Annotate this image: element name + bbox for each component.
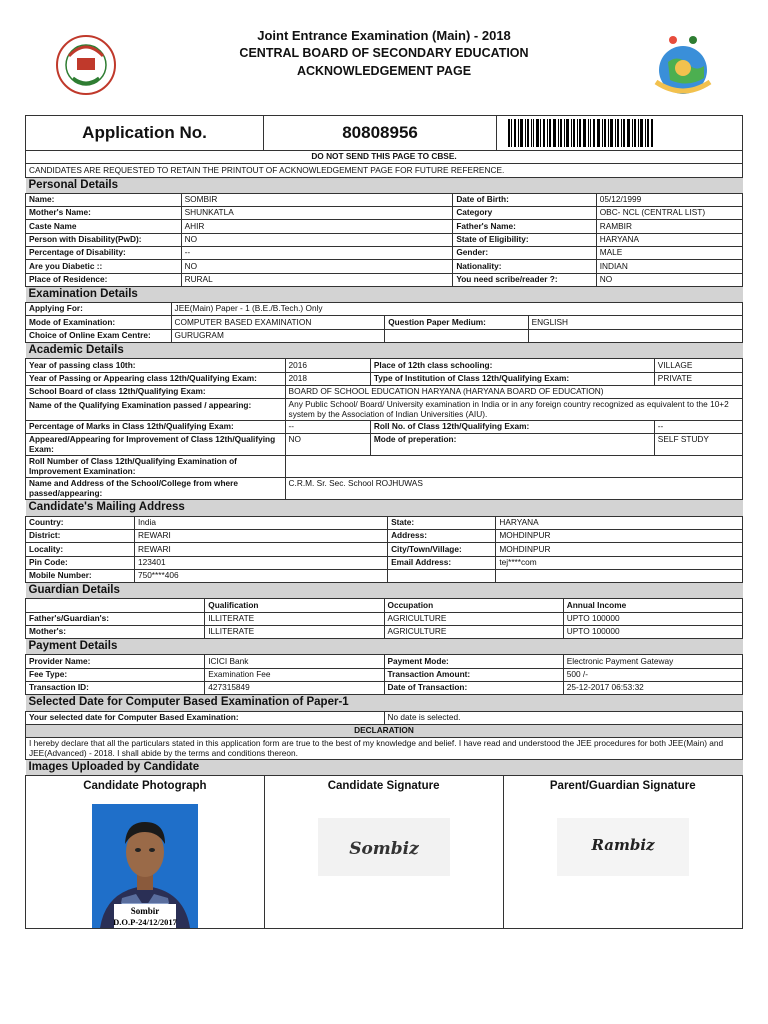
field-value: REWARI (134, 543, 387, 556)
field-value: Electronic Payment Gateway (563, 655, 742, 668)
field-label: Type of Institution of Class 12th/Qualifying Exam: (370, 372, 654, 385)
field-label: Applying For: (26, 303, 172, 316)
photo-caption-date: D.O.P-24/12/2017 (113, 916, 177, 927)
table-row (26, 478, 743, 500)
field-label: Roll Number of Class 12th/Qualifying Examination of Improvement Examination: (26, 456, 286, 478)
field-value: SOMBIR (181, 193, 453, 206)
table-row (26, 329, 743, 342)
field-value: RAMBIR (596, 220, 742, 233)
field-label: Roll No. of Class 12th/Qualifying Exam: (370, 421, 654, 434)
field-value: HARYANA (496, 516, 743, 529)
section-images: Images Uploaded by Candidate (26, 760, 743, 776)
candidate-signature-text: Sombiz (348, 838, 419, 859)
examination-details-table (25, 287, 743, 343)
field-value: COMPUTER BASED EXAMINATION (171, 316, 385, 329)
table-row (26, 682, 743, 695)
field-value: 500 /- (563, 668, 742, 681)
section-examination-details: Examination Details (26, 287, 743, 303)
acknowledgement-form (25, 115, 743, 929)
section-personal-details: Personal Details (26, 178, 743, 194)
barcode (497, 116, 743, 151)
field-value: 123401 (134, 556, 387, 569)
field-label: Father's Name: (453, 220, 596, 233)
field-value: No date is selected. (384, 711, 743, 724)
field-value: Any Public School/ Board/ University examination in India or in any foreign country recognized as equivalent to the 10+2 system by the Association of Indian Universities (AIU). (285, 399, 742, 421)
field-label: Person with Disability(PwD): (26, 233, 182, 246)
field-label: Address: (388, 529, 496, 542)
field-value: AHIR (181, 220, 453, 233)
table-row (26, 569, 743, 582)
field-label: Caste Name (26, 220, 182, 233)
parent-signature-label: Parent/Guardian Signature (549, 780, 696, 793)
notice-do-not-send: DO NOT SEND THIS PAGE TO CBSE. (26, 151, 743, 164)
table-row (26, 556, 743, 569)
field-value: JEE(Main) Paper - 1 (B.E./B.Tech.) Only (171, 303, 742, 316)
field-label: State: (388, 516, 496, 529)
table-row (26, 516, 743, 529)
section-cbt-date: Selected Date for Computer Based Examination of Paper-1 (26, 695, 743, 711)
field-value (285, 456, 742, 478)
field-value: SELF STUDY (654, 434, 742, 456)
cbt-date-table (25, 695, 743, 775)
table-row (26, 711, 743, 724)
field-label: Locality: (26, 543, 135, 556)
field-label: Name of the Qualifying Examination passed / appearing: (26, 399, 286, 421)
field-label: Appeared/Appearing for Improvement of Class 12th/Qualifying Exam: (26, 434, 286, 456)
field-label: Name and Address of the School/College from where passed/appearing: (26, 478, 286, 500)
table-row (26, 247, 743, 260)
table-row (26, 385, 743, 398)
field-value: SHUNKATLA (181, 207, 453, 220)
parent-signature-cell (503, 776, 743, 928)
field-value: NO (181, 233, 453, 246)
field-label: Place of Residence: (26, 273, 182, 286)
board-title: CENTRAL BOARD OF SECONDARY EDUCATION (239, 46, 529, 60)
field-value: 25-12-2017 06:53:32 (563, 682, 742, 695)
field-value: 05/12/1999 (596, 193, 742, 206)
section-academic-details: Academic Details (26, 343, 743, 359)
field-label: Nationality: (453, 260, 596, 273)
field-label: Transaction ID: (26, 682, 205, 695)
academic-details-table (25, 343, 743, 500)
field-value: INDIAN (596, 260, 742, 273)
section-guardian-details: Guardian Details (26, 583, 743, 599)
uploaded-images-table (25, 775, 743, 928)
field-value: MOHDINPUR (496, 543, 743, 556)
field-label: Payment Mode: (384, 655, 563, 668)
signature-label: Candidate Signature (327, 780, 440, 793)
table-row (26, 372, 743, 385)
field-label: Mobile Number: (26, 569, 135, 582)
table-row (26, 220, 743, 233)
field-value: MALE (596, 247, 742, 260)
field-label: Mode of Examination: (26, 316, 172, 329)
field-label: Provider Name: (26, 655, 205, 668)
field-label: Name: (26, 193, 182, 206)
table-row (26, 359, 743, 372)
field-value: AGRICULTURE (384, 625, 563, 638)
field-value: tej****com (496, 556, 743, 569)
table-row (26, 543, 743, 556)
field-label: Year of passing class 10th: (26, 359, 286, 372)
field-label: Percentage of Disability: (26, 247, 182, 260)
field-label: Year of Passing or Appearing class 12th/Qualifying Exam: (26, 372, 286, 385)
table-header-row (26, 599, 743, 612)
field-value: NO (181, 260, 453, 273)
field-label: Email Address: (388, 556, 496, 569)
table-row (26, 207, 743, 220)
field-value: NO (285, 434, 370, 456)
field-value: -- (285, 421, 370, 434)
field-label: Question Paper Medium: (385, 316, 528, 329)
page-header (0, 0, 768, 112)
field-value: NO (596, 273, 742, 286)
table-row (26, 612, 743, 625)
field-value: BOARD OF SCHOOL EDUCATION HARYANA (HARYANA BOARD OF EDUCATION) (285, 385, 742, 398)
field-label: Mode of preperation: (370, 434, 654, 456)
field-value: 750****406 (134, 569, 387, 582)
column-header: Qualification (205, 599, 384, 612)
field-label: Date of Birth: (453, 193, 596, 206)
field-value: ILLITERATE (205, 612, 384, 625)
column-header (26, 599, 205, 612)
field-label: Mother's: (26, 625, 205, 638)
field-label: Your selected date for Computer Based Examination: (26, 711, 385, 724)
table-row (26, 303, 743, 316)
field-label: Mother's Name: (26, 207, 182, 220)
field-value: GURUGRAM (171, 329, 385, 342)
field-value: -- (654, 421, 742, 434)
field-value: India (134, 516, 387, 529)
field-value: MOHDINPUR (496, 529, 743, 542)
field-value: UPTO 100000 (563, 612, 742, 625)
page-title: ACKNOWLEDGEMENT PAGE (296, 64, 472, 78)
field-value: ILLITERATE (205, 625, 384, 638)
barcode-icon (508, 119, 654, 147)
field-value: PRIVATE (654, 372, 742, 385)
table-row (26, 625, 743, 638)
section-payment-details: Payment Details (26, 639, 743, 655)
table-row (26, 529, 743, 542)
section-mailing-address: Candidate's Mailing Address (26, 500, 743, 516)
table-row (26, 273, 743, 286)
field-label: District: (26, 529, 135, 542)
table-row (26, 260, 743, 273)
globe-mascot-logo-icon (648, 30, 718, 102)
signature-cell (264, 776, 503, 928)
field-value: 2016 (285, 359, 370, 372)
field-label: Date of Transaction: (384, 682, 563, 695)
field-label: Choice of Online Exam Centre: (26, 329, 172, 342)
field-value: VILLAGE (654, 359, 742, 372)
field-value: C.R.M. Sr. Sec. School ROJHUWAS (285, 478, 742, 500)
table-row (26, 193, 743, 206)
table-row (26, 233, 743, 246)
field-value: AGRICULTURE (384, 612, 563, 625)
table-row (26, 316, 743, 329)
table-row (26, 456, 743, 478)
field-value: -- (181, 247, 453, 260)
notice-retain-printout: CANDIDATES ARE REQUESTED TO RETAIN THE PRINTOUT OF ACKNOWLEDGEMENT PAGE FOR FUTURE REFERENCE. (26, 164, 743, 177)
field-value: 2018 (285, 372, 370, 385)
mailing-address-table (25, 500, 743, 583)
declaration-heading: DECLARATION (26, 724, 743, 737)
field-value: ICICI Bank (205, 655, 384, 668)
table-row (26, 399, 743, 421)
field-label: Country: (26, 516, 135, 529)
application-table (25, 115, 743, 178)
column-header: Annual Income (563, 599, 742, 612)
payment-details-table (25, 639, 743, 695)
table-row (26, 668, 743, 681)
field-value: HARYANA (596, 233, 742, 246)
table-row (26, 421, 743, 434)
field-value: 427315849 (205, 682, 384, 695)
application-number-label: Application No. (26, 116, 264, 151)
field-label: Father's/Guardian's: (26, 612, 205, 625)
guardian-details-table (25, 583, 743, 639)
parent-signature-text: Rambiz (591, 835, 655, 854)
table-row (26, 655, 743, 668)
declaration-text: I hereby declare that all the particulars stated in this application form are true to the best of my knowledge and belief. I have read and understood the JEE procedures for both JEE(Main) and JEE(Advanced) - 2018. I shall abide by the terms and conditions thereon. (26, 738, 743, 760)
exam-title: Joint Entrance Examination (Main) - 2018 (257, 28, 511, 43)
column-header: Occupation (384, 599, 563, 612)
application-number: 80808956 (264, 116, 497, 151)
personal-details-table (25, 178, 743, 287)
photo-cell (26, 776, 265, 928)
field-label: Gender: (453, 247, 596, 260)
field-value (496, 569, 743, 582)
field-label (388, 569, 496, 582)
cbse-logo-icon (55, 34, 117, 96)
field-label: School Board of class 12th/Qualifying Exam: (26, 385, 286, 398)
table-row (26, 738, 743, 760)
field-label: Place of 12th class schooling: (370, 359, 654, 372)
candidate-signature (318, 818, 450, 876)
field-label: Fee Type: (26, 668, 205, 681)
field-label: You need scribe/reader ?: (453, 273, 596, 286)
field-label: Transaction Amount: (384, 668, 563, 681)
field-value: RURAL (181, 273, 453, 286)
field-label: Are you Diabetic :: (26, 260, 182, 273)
field-value: UPTO 100000 (563, 625, 742, 638)
field-label: Category (453, 207, 596, 220)
field-value: ENGLISH (528, 316, 742, 329)
field-value: OBC- NCL (CENTRAL LIST) (596, 207, 742, 220)
table-row (26, 434, 743, 456)
field-label: City/Town/Village: (388, 543, 496, 556)
photo-caption-name: Sombir (130, 905, 160, 916)
photo-label: Candidate Photograph (83, 780, 207, 793)
field-value: Examination Fee (205, 668, 384, 681)
field-label: Percentage of Marks in Class 12th/Qualifying Exam: (26, 421, 286, 434)
parent-signature (557, 818, 689, 876)
field-value: REWARI (134, 529, 387, 542)
field-label: State of Eligibility: (453, 233, 596, 246)
candidate-photo (92, 804, 198, 928)
field-label: Pin Code: (26, 556, 135, 569)
